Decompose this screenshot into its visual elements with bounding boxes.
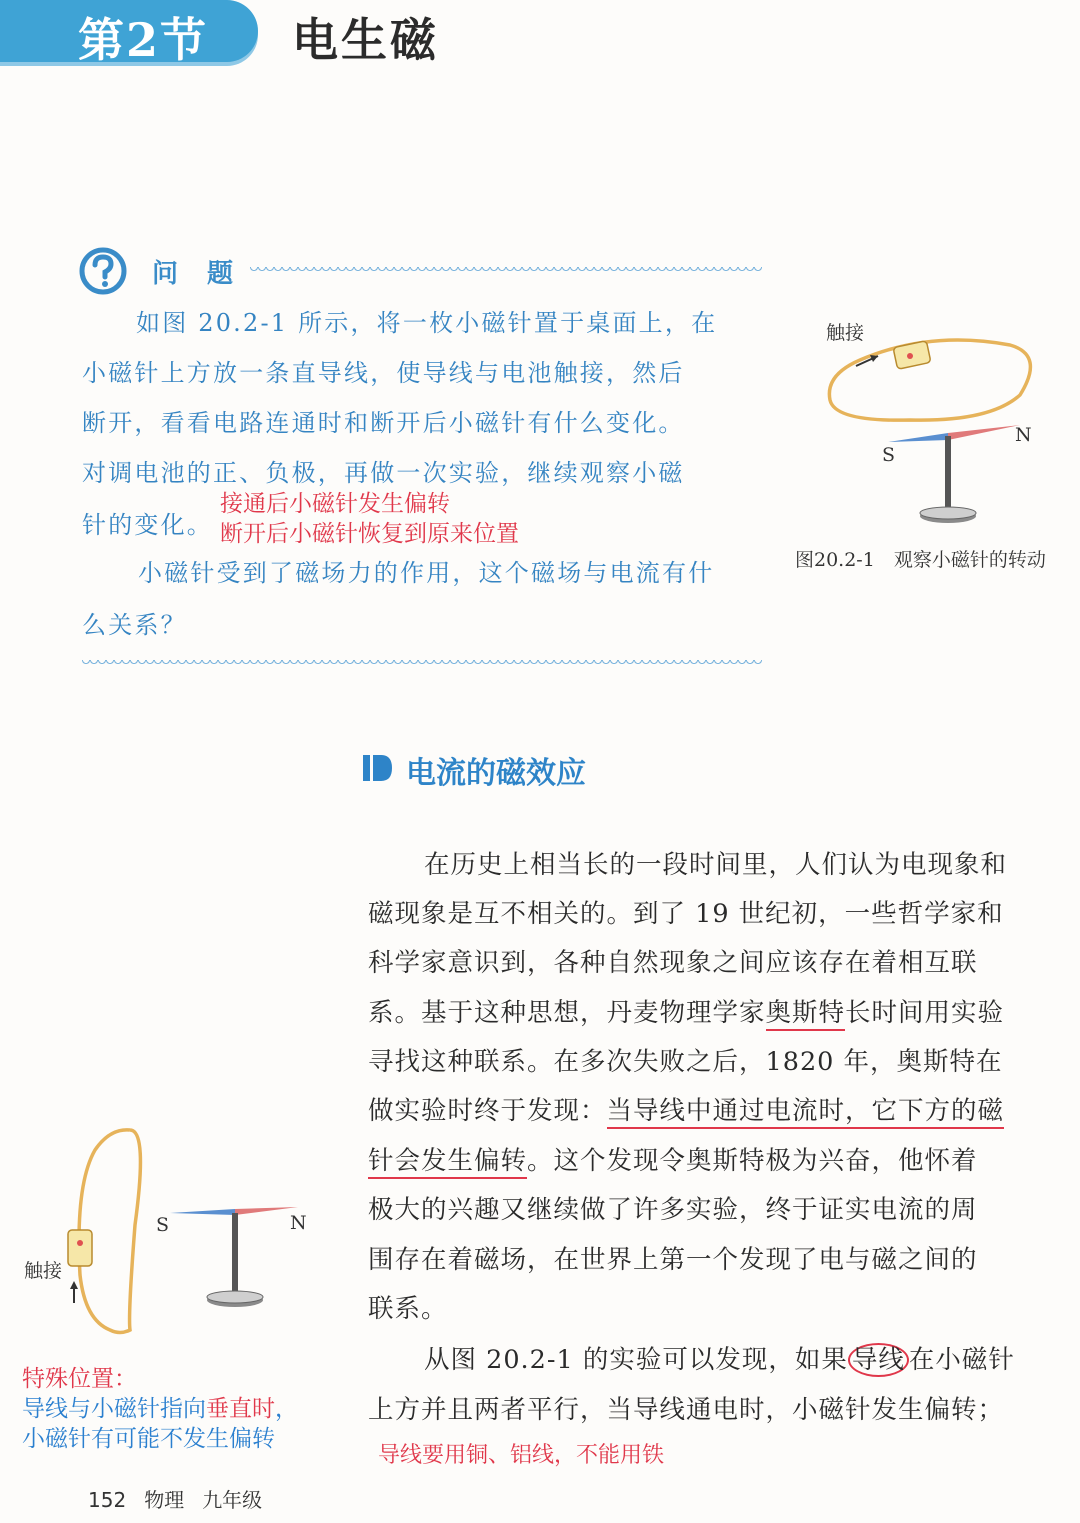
page-title: 电生磁 xyxy=(292,13,439,67)
body-line-7 xyxy=(368,1141,978,1177)
problem-line-1: 如图 20.2-1 所示，将一枚小磁针置于桌面上，在 xyxy=(136,309,718,337)
side-figure-touch-label: 触接 xyxy=(24,1260,63,1282)
problem-line-3: 断开，看看电路连通时和断开后小磁针有什么变化。 xyxy=(82,409,685,437)
page-number: 152 xyxy=(88,1488,127,1512)
footer-grade: 九年级 xyxy=(202,1488,263,1512)
body-line-11 xyxy=(424,1340,1015,1376)
body-line-12: 上方并且两者平行，当导线通电时，小磁针发生偏转； xyxy=(368,1395,1005,1425)
problem-line-4: 对调电池的正、负极，再做一次实验，继续观察小磁 xyxy=(82,459,685,487)
figure-caption: 图20.2-1 观察小磁针的转动 xyxy=(795,549,1046,571)
body-text: 从图 20.2-1 的实验可以发现，如果 xyxy=(424,1345,848,1375)
underlined-discovery: 当导线中通过电流时，它下方的磁 xyxy=(607,1096,1005,1129)
body-line-4 xyxy=(368,993,1004,1029)
problem-heading: 问 题 xyxy=(152,259,244,289)
body-line-10: 联系。 xyxy=(368,1294,448,1324)
side-figure-s-label: S xyxy=(156,1214,170,1236)
body-line-9: 围存在着磁场，在世界上第一个发现了电与磁之间的 xyxy=(368,1245,978,1275)
divider-top xyxy=(250,267,762,275)
body-line-6 xyxy=(368,1091,1004,1127)
special-text: 导线与小磁针指向 xyxy=(22,1396,206,1422)
side-figure-n-label: N xyxy=(290,1212,307,1234)
body-text: 做实验时终于发现： xyxy=(368,1096,607,1126)
handwritten-note-2: 断开后小磁针恢复到原来位置 xyxy=(220,521,519,547)
figure-touch-label: 触接 xyxy=(826,322,865,344)
divider-bottom xyxy=(82,660,762,668)
special-perpendicular: 垂直时 xyxy=(206,1396,275,1422)
body-text: 系。基于这种思想，丹麦物理学家 xyxy=(368,998,766,1028)
section-title: 电流的磁效应 xyxy=(406,756,586,791)
page-footer xyxy=(88,1484,280,1513)
footer-subject: 物理 xyxy=(144,1488,185,1512)
special-position-line-2: 小磁针有可能不发生偏转 xyxy=(22,1426,275,1452)
note-wire-material: 导线要用铜、铝线，不能用铁 xyxy=(378,1443,665,1468)
handwritten-note-1: 接通后小磁针发生偏转 xyxy=(220,491,450,517)
body-text: 在小磁针 xyxy=(908,1345,1015,1375)
side-compass-diagram xyxy=(60,1125,310,1340)
problem-line-5: 针的变化。 xyxy=(82,511,213,539)
special-position-title: 特殊位置： xyxy=(22,1366,137,1392)
problem-line-2: 小磁针上方放一条直导线，使导线与电池触接，然后 xyxy=(82,359,685,387)
problem-line-6: 小磁针受到了磁场力的作用，这个磁场与电流有什 xyxy=(138,559,715,587)
underlined-oersted: 奥斯特 xyxy=(766,998,846,1031)
section-label: 第2节 xyxy=(78,13,209,67)
body-text: 长时间用实验 xyxy=(845,998,1005,1028)
body-line-5: 寻找这种联系。在多次失败之后，1820 年，奥斯特在 xyxy=(368,1047,1003,1077)
circled-wire: 导线 xyxy=(848,1343,909,1377)
body-line-1: 在历史上相当长的一段时间里，人们认为电现象和 xyxy=(424,850,1008,880)
figure-n-label: N xyxy=(1015,424,1032,446)
question-icon xyxy=(78,246,128,296)
special-text: ， xyxy=(275,1396,298,1422)
body-line-3: 科学家意识到，各种自然现象之间应该存在着相互联 xyxy=(368,948,978,978)
body-text: 。这个发现令奥斯特极为兴奋，他怀着 xyxy=(527,1146,978,1176)
underlined-discovery-end: 针会发生偏转 xyxy=(368,1146,527,1179)
figure-s-label: S xyxy=(882,444,896,466)
problem-line-7: 么关系？ xyxy=(82,611,187,639)
section-icon xyxy=(363,753,393,783)
body-line-2: 磁现象是互不相关的。到了 19 世纪初，一些哲学家和 xyxy=(368,899,1004,929)
special-position-line-1 xyxy=(22,1390,298,1423)
body-line-8: 极大的兴趣又继续做了许多实验，终于证实电流的周 xyxy=(368,1195,978,1225)
